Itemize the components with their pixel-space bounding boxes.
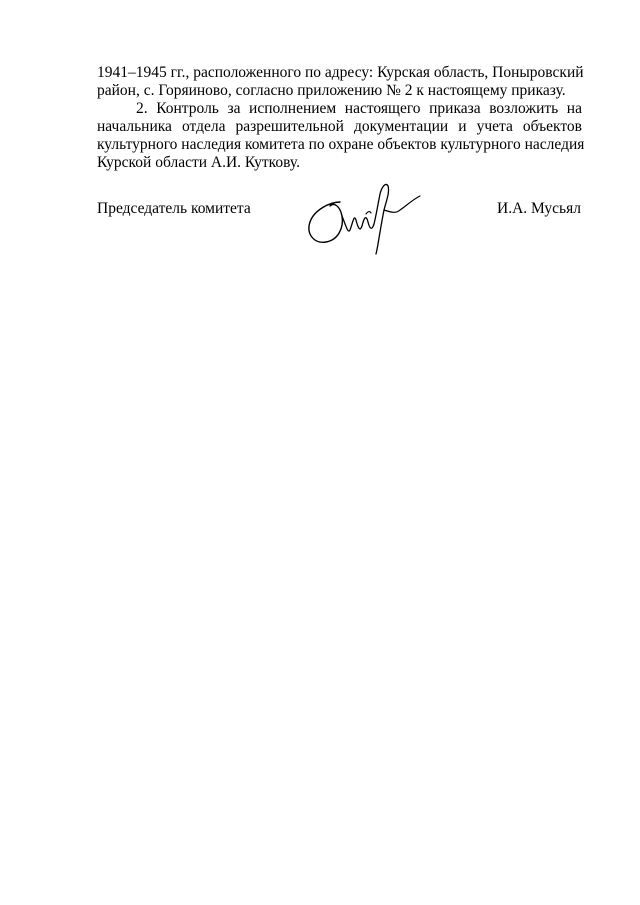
paragraph2-line-3: культурного наследия комитета по охране объектов культурного наследия [97,136,585,153]
signatory-role: Председатель комитета [97,200,251,217]
signatory-name: И.А. Мусьял [497,200,581,217]
handwritten-signature [300,180,430,255]
paragraph2-line-2: начальника отдела разрешительной документации и учета объектов [97,118,582,135]
paragraph2-line-1: 2. Контроль за исполнением настоящего приказа возложить на [136,100,582,117]
paragraph1-line-1: 1941–1945 гг., расположенного по адресу: Курская область, Поныровский [97,64,584,81]
paragraph1-line-2: район, с. Горяиново, согласно приложению № 2 к настоящему приказу. [97,82,566,99]
paragraph2-line-4: Курской области А.И. Куткову. [97,154,300,171]
